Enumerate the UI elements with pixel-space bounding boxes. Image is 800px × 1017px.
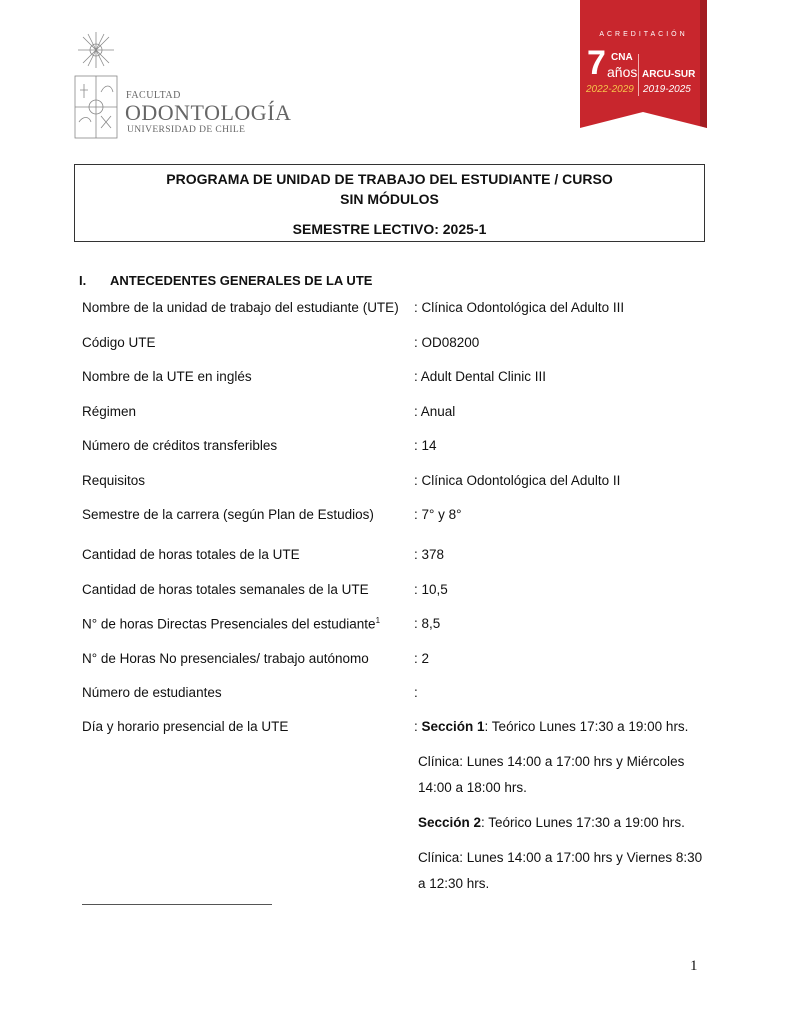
arcu-label: ARCU-SUR (642, 69, 696, 80)
faculty-label: FACULTAD (126, 90, 181, 101)
row-label-english-name: Nombre de la UTE en inglés (82, 369, 252, 384)
row-label-semester: Semestre de la carrera (según Plan de Estudios) (82, 507, 374, 522)
row-value-regime: : Anual (414, 404, 456, 419)
row-label-credits: Número de créditos transferibles (82, 438, 278, 453)
row-label-direct-hours (82, 616, 380, 632)
section-number: I. (79, 273, 87, 288)
row-label-ute-name: Nombre de la unidad de trabajo del estudiante (UTE) (82, 300, 399, 315)
row-value-requirements: : Clínica Odontológica del Adulto II (414, 473, 621, 488)
row-label-requirements: Requisitos (82, 473, 146, 488)
accreditation-label: ACREDITACIÓN (599, 31, 688, 38)
row-value-ute-name: : Clínica Odontológica del Adulto III (414, 300, 625, 315)
section-1-clinic-line-2: 14:00 a 18:00 hrs. (418, 780, 527, 795)
section-2-theory-line (418, 815, 685, 830)
faculty-name: ODONTOLOGÍA (125, 100, 292, 125)
row-value-students: : (414, 685, 418, 700)
section-1-label: Sección 1 (421, 719, 485, 734)
accreditation-years-word: años (607, 64, 638, 80)
section-2-theory: : Teórico Lunes 17:30 a 19:00 hrs. (481, 815, 685, 830)
accreditation-agency: CNA (611, 52, 633, 63)
program-title: PROGRAMA DE UNIDAD DE TRABAJO DEL ESTUDIANTE / CURSO (166, 171, 613, 187)
row-value-english-name: : Adult Dental Clinic III (414, 369, 547, 384)
footnote-ref: 1 (375, 616, 381, 625)
row-value-code: : OD08200 (414, 335, 480, 350)
row-label-schedule: Día y horario presencial de la UTE (82, 719, 289, 734)
accreditation-years-number: 7 (587, 44, 606, 82)
footnote-separator (82, 904, 272, 905)
row-value-semester: : 7° y 8° (414, 507, 462, 522)
section-1-theory: : Teórico Lunes 17:30 a 19:00 hrs. (484, 719, 689, 734)
direct-hours-label-text: N° de horas Directas Presenciales del estudiante (82, 616, 376, 632)
page-number: 1 (690, 958, 698, 974)
row-value-weekly-hours: : 10,5 (414, 582, 448, 597)
row-value-schedule (414, 719, 688, 734)
row-label-total-hours: Cantidad de horas totales de la UTE (82, 547, 300, 562)
section-2-clinic-line-2: a 12:30 hrs. (418, 876, 490, 891)
section-2-clinic-line-1: Clínica: Lunes 14:00 a 17:00 hrs y Viernes 8:30 (418, 850, 703, 865)
faculty-logo (70, 32, 292, 144)
semester-title: SEMESTRE LECTIVO: 2025-1 (292, 221, 487, 237)
ribbon-divider (638, 54, 639, 96)
row-label-autonomous-hours: N° de Horas No presenciales/ trabajo autónomo (82, 651, 369, 666)
university-seal-icon (70, 32, 122, 142)
row-value-total-hours: : 378 (414, 547, 445, 562)
section-title: ANTECEDENTES GENERALES DE LA UTE (110, 273, 373, 288)
row-value-autonomous-hours: : 2 (414, 651, 430, 666)
section-1-clinic-line-1: Clínica: Lunes 14:00 a 17:00 hrs y Miércoles (418, 754, 685, 769)
section-2-label: Sección 2 (418, 815, 482, 830)
row-value-direct-hours: : 8,5 (414, 616, 441, 631)
accreditation-ribbon (580, 0, 707, 138)
program-subtitle: SIN MÓDULOS (340, 191, 439, 207)
university-name: UNIVERSIDAD DE CHILE (127, 125, 246, 135)
arcu-period: 2019-2025 (643, 84, 691, 95)
row-label-students: Número de estudiantes (82, 685, 222, 700)
row-value-credits: : 14 (414, 438, 437, 453)
row-label-regime: Régimen (82, 404, 137, 419)
row-label-weekly-hours: Cantidad de horas totales semanales de la UTE (82, 582, 369, 597)
program-title-box (74, 164, 705, 242)
row-label-code: Código UTE (82, 335, 156, 350)
schedule-colon: : (414, 719, 422, 734)
cna-period: 2022-2029 (586, 84, 634, 95)
